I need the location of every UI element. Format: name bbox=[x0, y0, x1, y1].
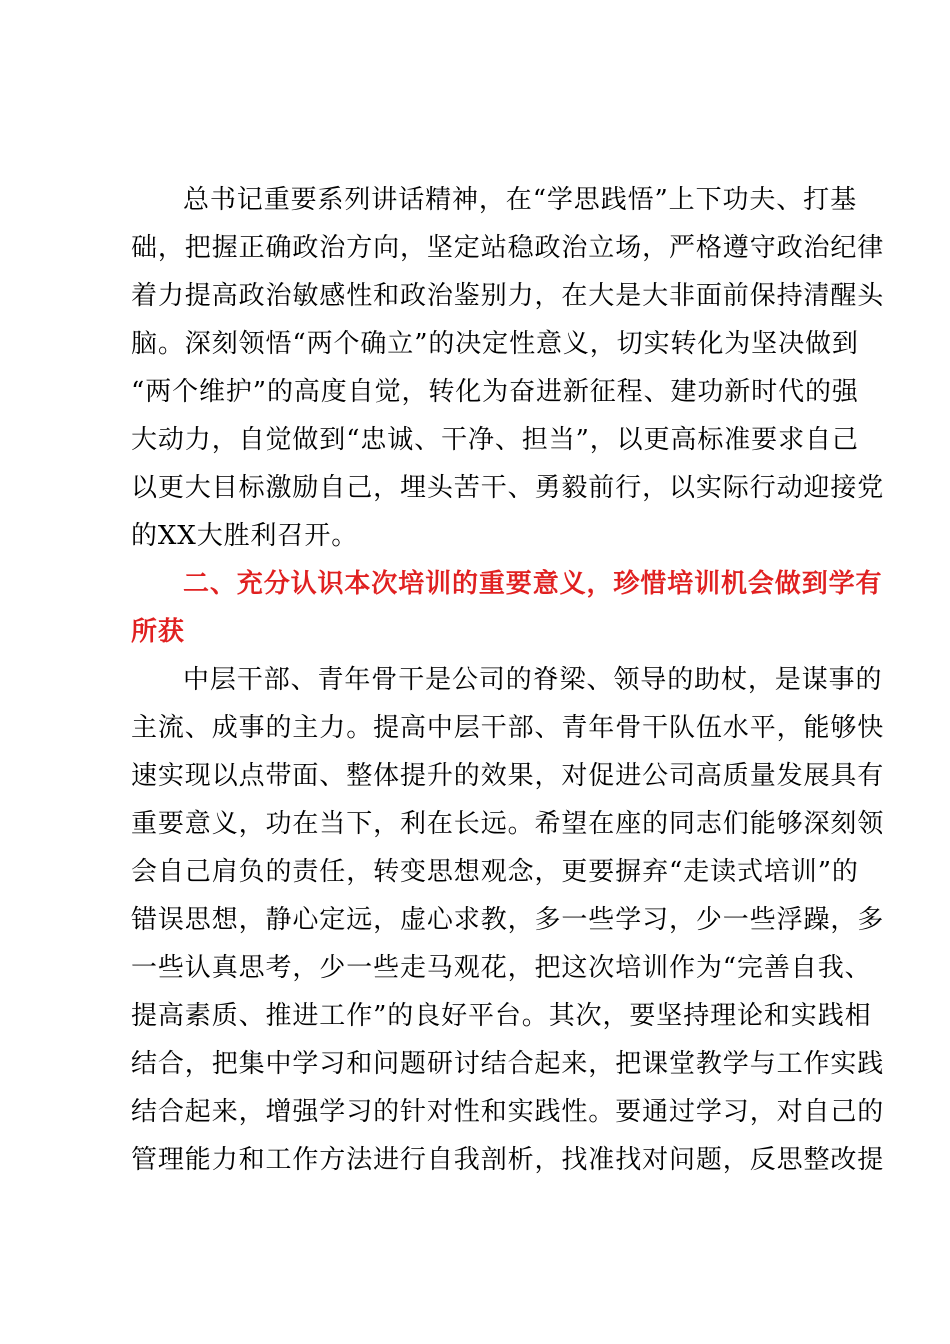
paragraph-line: 会自己肩负的责任，转变思想观念，更要摒弃“走读式培训”的 bbox=[131, 857, 859, 887]
paragraph-line: 一些认真思考，少一些走马观花，把这次培训作为“完善自我、 bbox=[131, 953, 872, 983]
paragraph-1 bbox=[131, 176, 885, 560]
heading-line: 所获 bbox=[131, 617, 185, 647]
paragraph-line: 中层干部、青年骨干是公司的脊梁、领导的助杖，是谋事的 bbox=[183, 665, 883, 695]
heading-line: 二、充分认识本次培训的重要意义，珍惜培训机会做到学有 bbox=[183, 569, 883, 599]
paragraph-line: 础，把握正确政治方向，坚定站稳政治立场，严格遵守政治纪律 bbox=[131, 233, 885, 263]
paragraph-line: 重要意义，功在当下，利在长远。希望在座的同志们能够深刻领 bbox=[131, 809, 885, 839]
paragraph-line: 以更大目标激励自己，埋头苦干、勇毅前行，以实际行动迎接党 bbox=[131, 473, 885, 503]
paragraph-line: 速实现以点带面、整体提升的效果，对促进公司高质量发展具有 bbox=[131, 761, 885, 791]
paragraph-line: 提高素质、推进工作”的良好平台。其次，要坚持理论和实践相 bbox=[131, 1001, 872, 1031]
paragraph-line: 总书记重要系列讲话精神，在“学思践悟”上下功夫、打基 bbox=[183, 185, 857, 215]
paragraph-line: 大动力，自觉做到“忠诚、干净、担当”，以更高标准要求自己 bbox=[131, 425, 859, 455]
paragraph-line: 结合，把集中学习和问题研讨结合起来，把课堂教学与工作实践 bbox=[131, 1049, 885, 1079]
document-body bbox=[131, 176, 885, 1184]
paragraph-line: 脑。深刻领悟“两个确立”的决定性意义，切实转化为坚决做到 bbox=[131, 329, 859, 359]
paragraph-line: 的XX大胜利召开。 bbox=[131, 521, 359, 551]
paragraph-line: “两个维护”的高度自觉，转化为奋进新征程、建功新时代的强 bbox=[131, 377, 859, 407]
section-heading-2 bbox=[131, 560, 883, 656]
paragraph-line: 着力提高政治敏感性和政治鉴别力，在大是大非面前保持清醒头 bbox=[131, 281, 885, 311]
paragraph-2 bbox=[131, 656, 885, 1184]
paragraph-line: 主流、成事的主力。提高中层干部、青年骨干队伍水平，能够快 bbox=[131, 713, 885, 743]
paragraph-line: 错误思想，静心定远，虚心求教，多一些学习，少一些浮躁，多 bbox=[131, 905, 885, 935]
paragraph-line: 管理能力和工作方法进行自我剖析，找准找对问题，反思整改提 bbox=[131, 1145, 885, 1175]
paragraph-line: 结合起来，增强学习的针对性和实践性。要通过学习，对自己的 bbox=[131, 1097, 885, 1127]
